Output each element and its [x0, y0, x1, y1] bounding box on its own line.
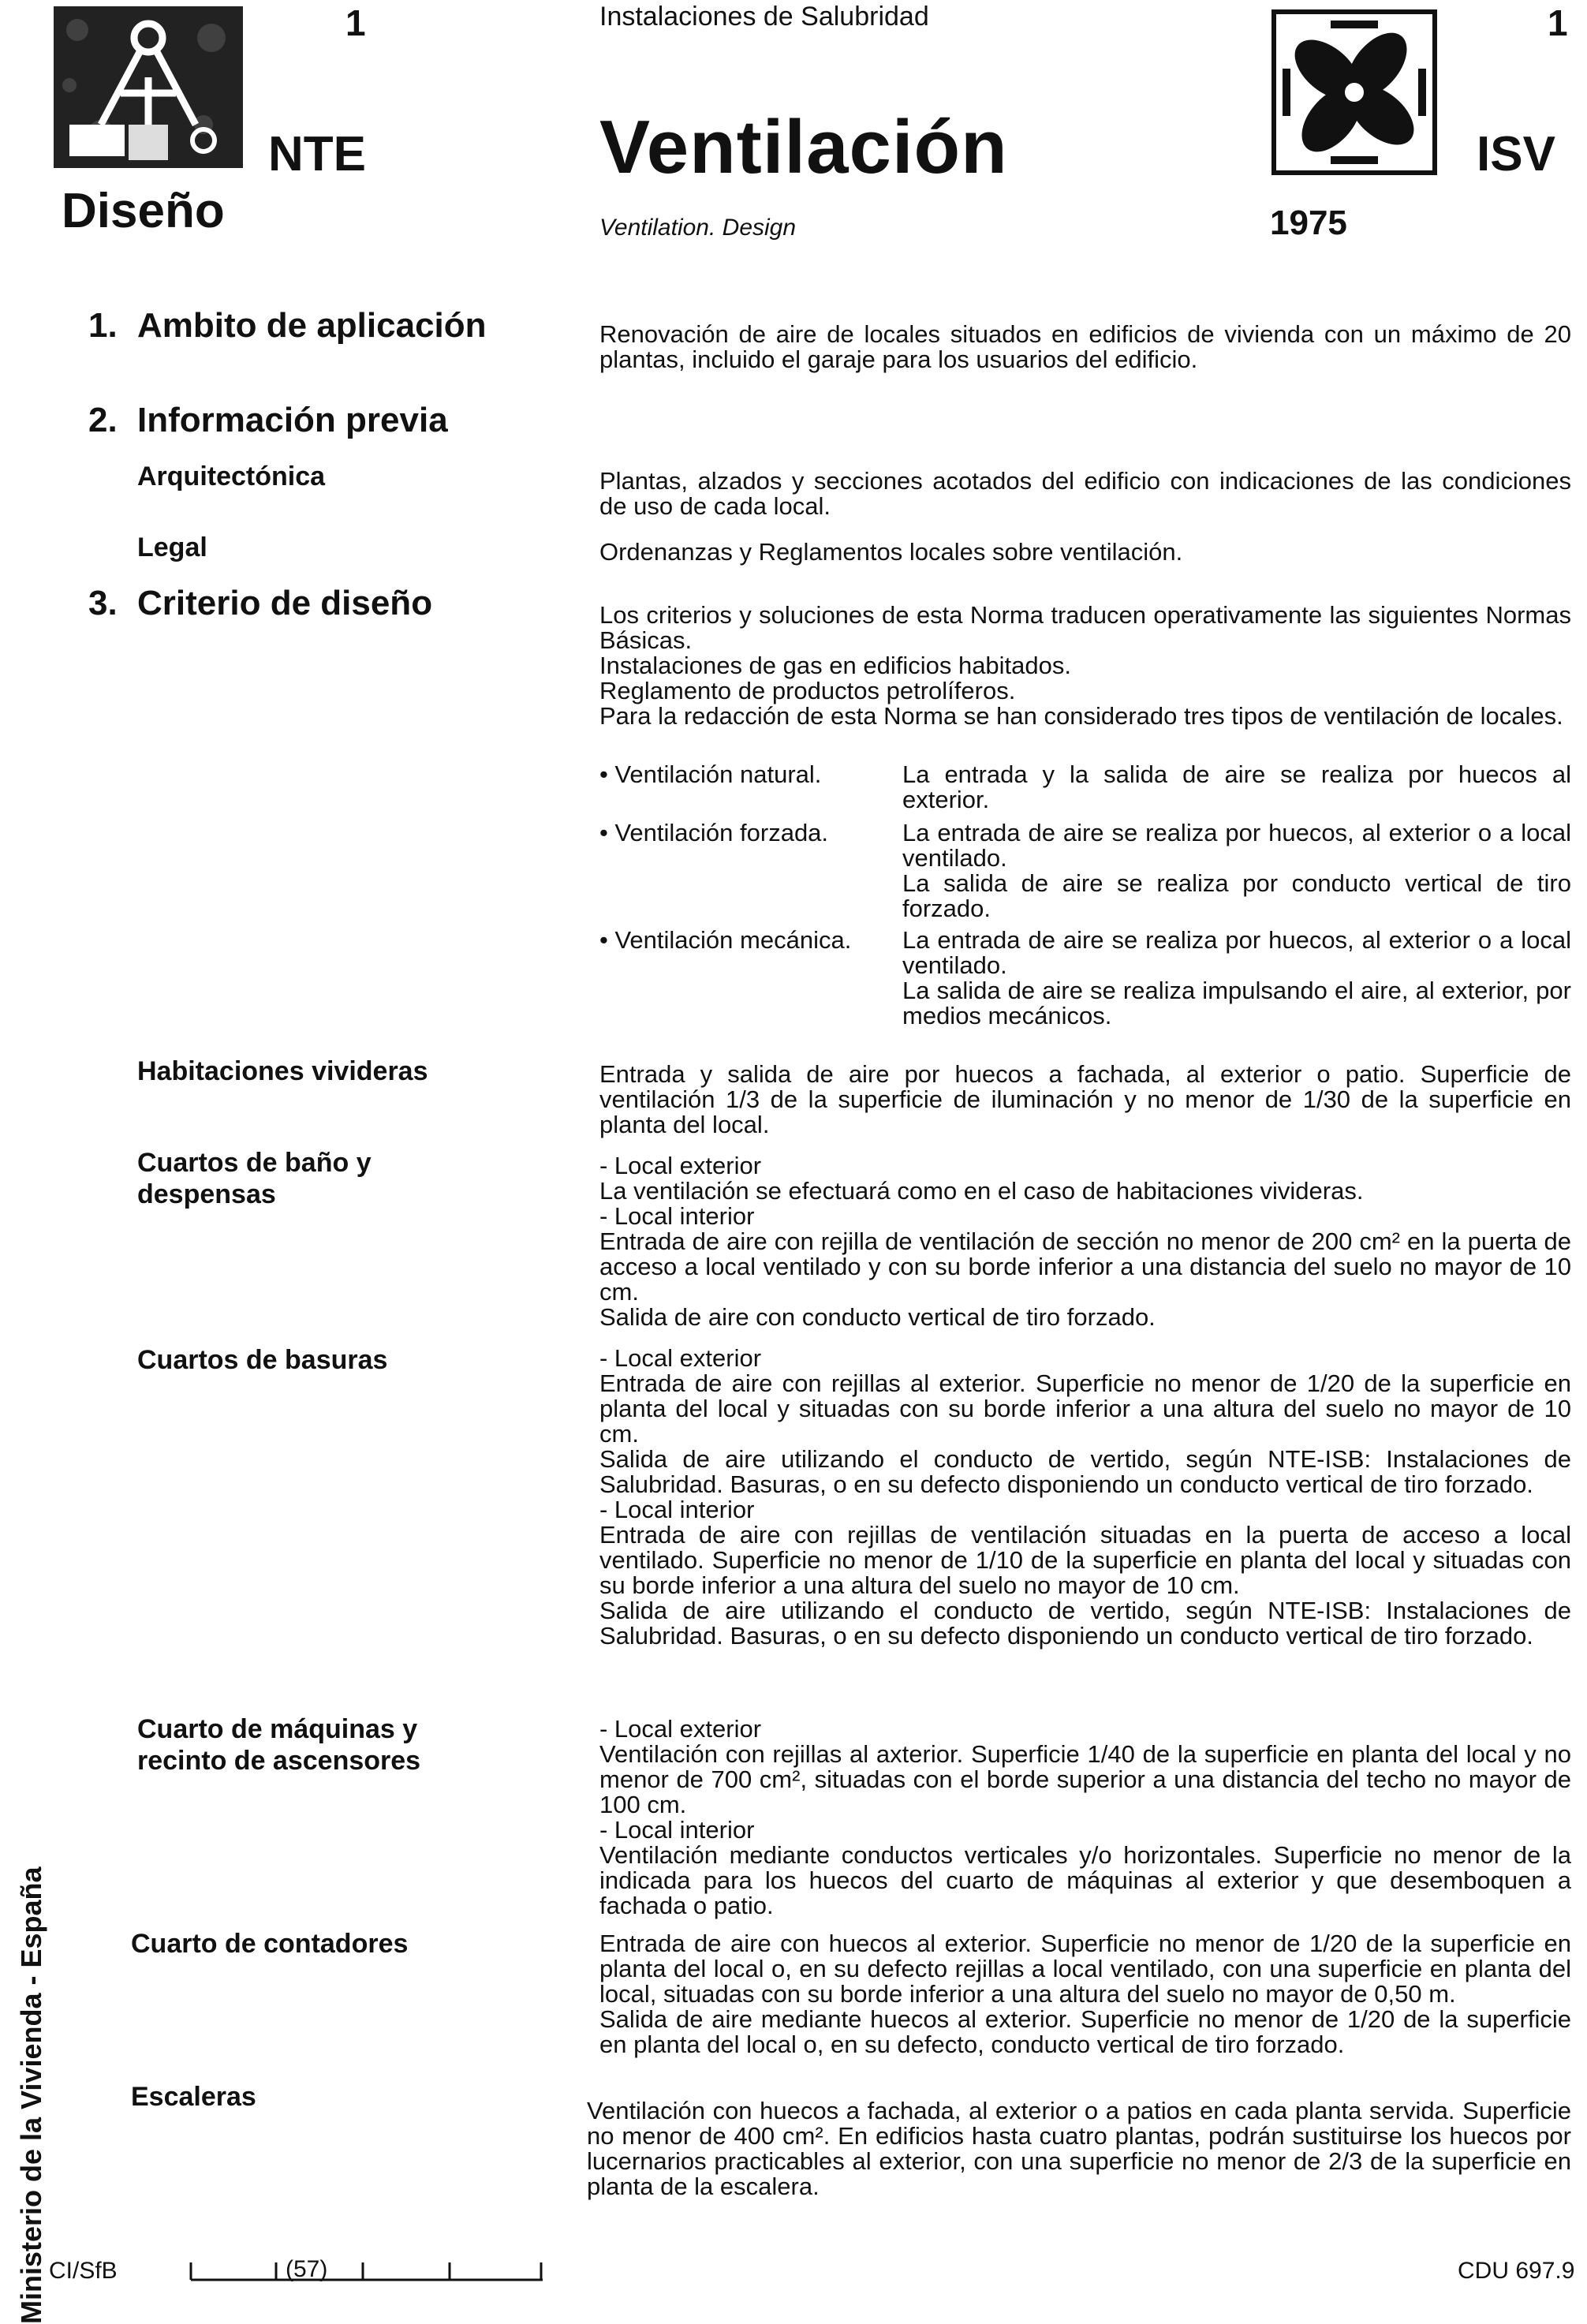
room-label-habitaciones: Habitaciones vivideras: [137, 1056, 428, 1086]
ventilation-type-label: • Ventilación mecánica.: [599, 926, 852, 954]
section-1-text: [599, 322, 1571, 372]
paragraph: - Local exterior: [599, 1344, 762, 1372]
section-number: 2.: [88, 401, 118, 439]
paragraph: - Local interior: [599, 1816, 755, 1844]
section-title: Ambito de aplicación: [137, 306, 487, 345]
subsection-legal: Legal: [137, 532, 207, 562]
page-subtitle: Ventilation. Design: [599, 215, 797, 241]
section-title: Criterio de diseño: [137, 584, 433, 622]
room-text-bano: [599, 1153, 1571, 1330]
ventilation-type-forzada: [599, 820, 1571, 921]
paragraph: La ventilación se efectuará como en el caso de habitaciones vivideras.: [599, 1177, 1364, 1205]
paragraph: Los criterios y soluciones de esta Norma traducen operativamente las siguientes Normas Básicas.: [599, 601, 1571, 654]
sheet-number-right: 1: [1548, 2, 1568, 43]
subsection-arquitectonica: Arquitectónica: [137, 461, 326, 491]
paragraph: Instalaciones de gas en edificios habitados.: [599, 652, 1072, 679]
room-label-contadores: Cuarto de contadores: [131, 1929, 409, 1959]
ventilation-type-label: • Ventilación natural.: [599, 760, 822, 788]
scale-label: (57): [286, 2256, 328, 2282]
paragraph: - Local interior: [599, 1496, 755, 1523]
ventilation-type-natural: [599, 762, 1571, 813]
fan-icon: [1271, 9, 1437, 175]
paragraph: - Local exterior: [599, 1152, 762, 1179]
label-line: despensas: [137, 1179, 276, 1209]
room-text-maquinas: [599, 1717, 1571, 1919]
section-number: 3.: [88, 584, 118, 622]
label-line: Cuarto de máquinas y: [137, 1714, 418, 1744]
ministry-sidebar: Ministerio de la Vivienda - España: [15, 1866, 47, 2324]
sheet-number-left: 1: [345, 2, 366, 43]
paragraph: Entrada de aire con rejilla de ventilación de sección no menor de 200 cm² en la puerta de acceso a local ventilado y con su borde inferior a una distancia del suelo no mayor de 10 cm.: [599, 1227, 1571, 1306]
page-title: Ventilación: [599, 105, 1008, 189]
paragraph: Reglamento de productos petrolíferos.: [599, 677, 1016, 704]
paragraph: Ordenanzas y Reglamentos locales sobre ventilación.: [599, 538, 1183, 566]
cdu-code: CDU 697.9: [1458, 2258, 1575, 2284]
paragraph: Para la redacción de esta Norma se han considerado tres tipos de ventilación de locales.: [599, 702, 1563, 730]
paragraph: Salida de aire con conducto vertical de tiro forzado.: [599, 1303, 1156, 1331]
paragraph: Ventilación con rejillas al axterior. Superficie 1/40 de la superficie en planta del local y no menor de 700 cm², situadas con el borde superior a una distancia del techo no mayor de 100 cm.: [599, 1740, 1571, 1818]
label-line: recinto de ascensores: [137, 1746, 421, 1776]
ventilation-type-mecanica: [599, 928, 1571, 1029]
legal-text: [599, 540, 1571, 565]
paragraph: - Local exterior: [599, 1715, 762, 1743]
cisfb-label: CI/SfB: [49, 2258, 118, 2284]
paragraph: Salida de aire utilizando el conducto de vertido, según NTE-ISB: Instalaciones de Salubridad. Basuras, o en su defecto disponiendo un conducto vertical de tiro forzado.: [599, 1445, 1571, 1498]
paragraph: La salida de aire se realiza por conducto vertical de tiro forzado.: [902, 869, 1571, 922]
paragraph: La salida de aire se realiza impulsando el aire, al exterior, por medios mecánicos.: [902, 977, 1571, 1029]
room-text-contadores: [599, 1931, 1571, 2057]
nte-label: NTE: [268, 127, 366, 181]
ventilation-type-label: • Ventilación forzada.: [599, 819, 829, 846]
paragraph: Entrada de aire con rejillas al exterior. Superficie no menor de 1/20 de la superficie en planta del local y situadas con su borde inferior a una altura del suelo no mayor de 10 cm.: [599, 1369, 1571, 1448]
room-label-bano: [137, 1147, 372, 1210]
room-label-basuras: Cuartos de basuras: [137, 1345, 388, 1375]
paragraph: La entrada de aire se realiza por huecos, al exterior o a local ventilado.: [902, 926, 1571, 979]
series-title: Instalaciones de Salubridad: [599, 2, 929, 32]
section-number: 1.: [88, 306, 118, 345]
room-text-escaleras: [587, 2098, 1571, 2199]
section-2-heading: [88, 401, 448, 440]
room-text-habitaciones: [599, 1062, 1571, 1138]
section-1-heading: [88, 306, 487, 346]
arquitectonica-text: [599, 469, 1571, 519]
section-3-heading: [88, 584, 432, 623]
paragraph: La entrada de aire se realiza por huecos, al exterior o a local ventilado.: [902, 819, 1571, 872]
label-line: Cuartos de baño y: [137, 1148, 372, 1178]
cisfb-scale: [189, 2256, 544, 2283]
paragraph: Salida de aire utilizando el conducto de vertido, según NTE-ISB: Instalaciones de Salubridad. Basuras, o en su defecto disponiendo un conducto vertical de tiro forzado.: [599, 1597, 1571, 1650]
room-text-basuras: [599, 1346, 1571, 1649]
paragraph: - Local interior: [599, 1202, 755, 1230]
nte-logo: [54, 6, 243, 168]
section-3-intro: [599, 603, 1571, 729]
paragraph: Plantas, alzados y secciones acotados del edificio con indicaciones de las condiciones de uso de cada local.: [599, 467, 1571, 520]
room-label-maquinas: [137, 1713, 420, 1777]
paragraph: La entrada y la salida de aire se realiza por huecos al exterior.: [902, 760, 1571, 813]
paragraph: Renovación de aire de locales situados en edificios de vivienda con un máximo de 20 plantas, incluido el garaje para los usuarios del edificio.: [599, 320, 1571, 373]
paragraph: Ventilación mediante conductos verticales y/o horizontales. Superficie no menor de la indicada para los huecos del cuarto de máquinas al exterior y que desemboquen a fachada o patio.: [599, 1841, 1571, 1919]
year: 1975: [1270, 204, 1347, 242]
section-title: Información previa: [137, 401, 448, 439]
paragraph: Entrada y salida de aire por huecos a fachada, al exterior o patio. Superficie de ventilación 1/3 de la superficie de iluminación y no menor de 1/30 de la superficie en planta del local.: [599, 1060, 1571, 1138]
paragraph: Entrada de aire con huecos al exterior. Superficie no menor de 1/20 de la superficie en planta del local o, en su defecto rejillas a local ventilado, con una superficie en planta del local, situadas con su borde inferior a una altura del suelo no mayor de 0,50 m.: [599, 1930, 1571, 2008]
paragraph: Entrada de aire con rejillas de ventilación situadas en la puerta de acceso a local ventilado. Superficie no menor de 1/10 de la superficie en planta del local y situadas con su borde inferior a una altura del suelo no mayor de 10 cm.: [599, 1521, 1571, 1599]
norm-code: ISV: [1477, 127, 1555, 181]
paragraph: Ventilación con huecos a fachada, al exterior o a patios en cada planta servida. Superficie no menor de 400 cm². En edificios hasta cuatro plantas, podrán sustituirse los huecos por lucernarios practicables al exterior, con una superficie no menor de 2/3 de la superficie en planta de la escalera.: [587, 2097, 1571, 2200]
part-label: Diseño: [62, 184, 225, 238]
paragraph: Salida de aire mediante huecos al exterior. Superficie no menor de 1/20 de la superficie en planta del local o, en su defecto, conducto vertical de tiro forzado.: [599, 2005, 1571, 2058]
room-label-escaleras: Escaleras: [131, 2082, 256, 2112]
